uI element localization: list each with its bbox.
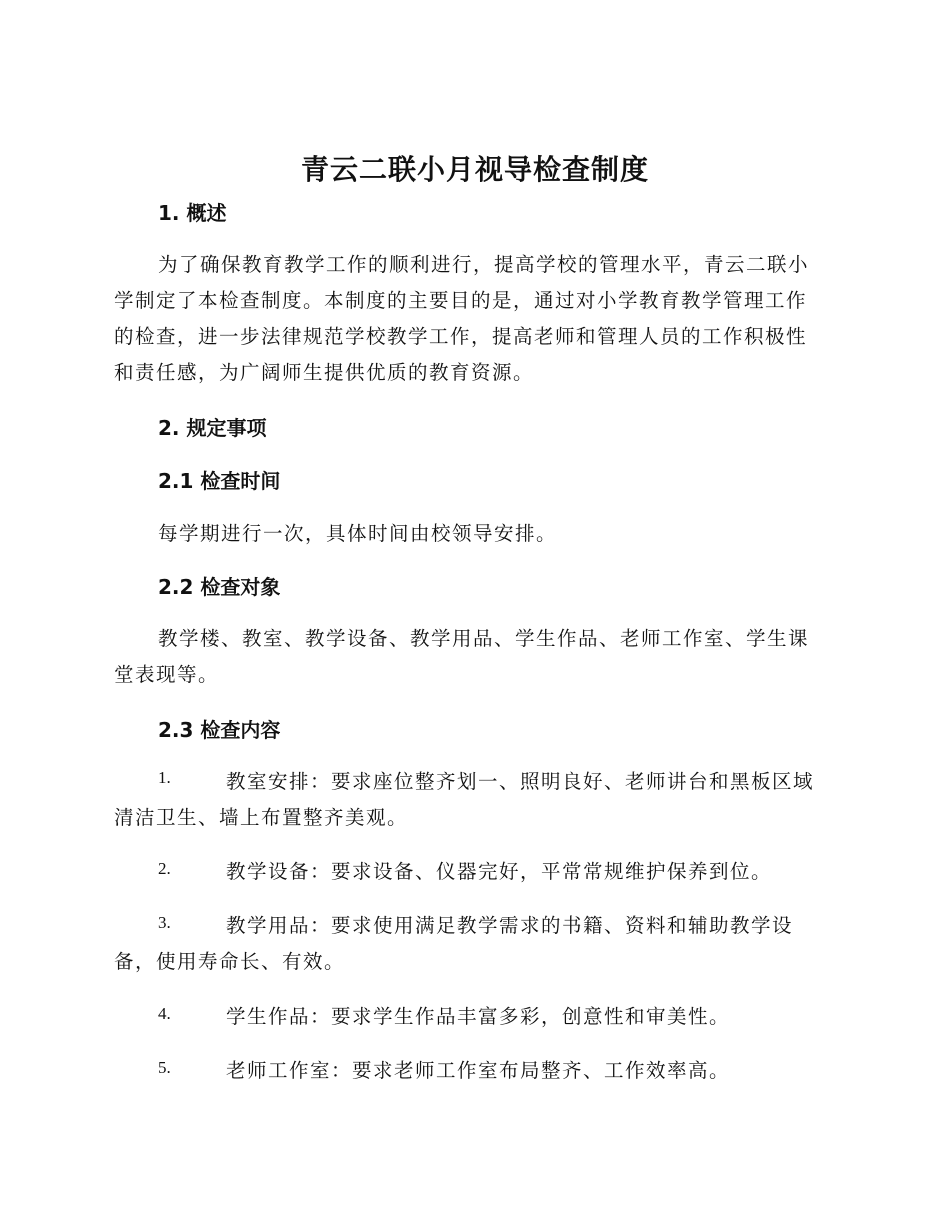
paragraph-line: 为了确保教育教学工作的顺利进行，提高学校的管理水平，青云二联小 — [158, 253, 810, 276]
document-title: 青云二联小月视导检查制度 — [300, 153, 649, 186]
paragraph-line: 的检查，进一步法律规范学校教学工作，提高老师和管理人员的工作积极性 — [114, 325, 808, 348]
subsection-2-2-heading: 2.2 检查对象 — [158, 575, 281, 599]
list-item-text: 教学设备：要求设备、仪器完好，平常常规维护保养到位。 — [226, 860, 773, 883]
list-item-text: 学生作品：要求学生作品丰富多彩，创意性和审美性。 — [226, 1005, 731, 1028]
list-item-number: 4. — [158, 1004, 171, 1023]
paragraph-line: 和责任感，为广阔师生提供优质的教育资源。 — [114, 361, 535, 384]
list-item-number: 1. — [158, 768, 171, 787]
subsection-2-3-heading: 2.3 检查内容 — [158, 718, 281, 742]
list-item-number: 2. — [158, 859, 171, 878]
section-2-heading: 2. 规定事项 — [158, 416, 267, 440]
paragraph-line: 学制定了本检查制度。本制度的主要目的是，通过对小学教育教学管理工作 — [114, 289, 808, 312]
list-item-text: 教室安排：要求座位整齐划一、照明良好、老师讲台和黑板区域 — [226, 770, 815, 793]
section-1-heading: 1. 概述 — [158, 201, 227, 225]
list-item-number: 3. — [158, 913, 171, 932]
list-item-text: 备，使用寿命长、有效。 — [114, 950, 346, 973]
list-item-number: 5. — [158, 1058, 171, 1077]
list-item-text: 教学用品：要求使用满足教学需求的书籍、资料和辅助教学设 — [226, 914, 794, 937]
paragraph-line: 教学楼、教室、教学设备、教学用品、学生作品、老师工作室、学生课 — [158, 627, 810, 650]
list-item-text: 老师工作室：要求老师工作室布局整齐、工作效率高。 — [226, 1059, 731, 1082]
list-item-text: 清洁卫生、墙上布置整齐美观。 — [114, 806, 409, 829]
paragraph-line: 每学期进行一次，具体时间由校领导安排。 — [158, 522, 558, 545]
subsection-2-1-heading: 2.1 检查时间 — [158, 469, 281, 493]
paragraph-line: 堂表现等。 — [114, 663, 220, 686]
